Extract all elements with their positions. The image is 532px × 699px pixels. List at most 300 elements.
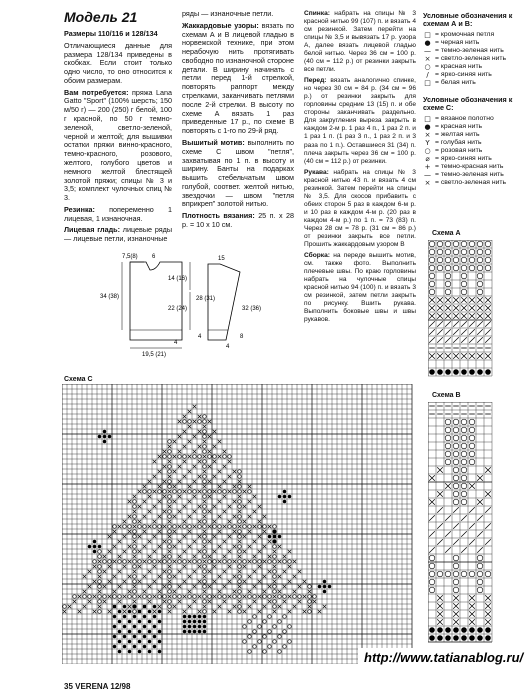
stitch-mark — [138, 620, 142, 624]
stitch-mark — [98, 600, 102, 604]
stitch-mark — [308, 590, 312, 594]
stitch-mark — [143, 530, 147, 534]
stitch-mark — [461, 627, 467, 633]
stitch-mark — [218, 470, 222, 474]
stitch-mark — [223, 450, 227, 454]
stitch-mark — [163, 600, 167, 604]
stitch-mark — [213, 505, 217, 509]
stitch-mark — [453, 353, 459, 359]
stitch-mark — [243, 625, 247, 629]
stitch-mark — [198, 520, 202, 524]
stitch-mark — [268, 525, 272, 529]
stitch-mark — [163, 450, 167, 454]
stitch-mark — [148, 595, 152, 599]
stitch-mark — [453, 563, 459, 569]
stitch-mark — [461, 515, 467, 521]
stitch-mark — [223, 595, 227, 599]
stitch-mark — [253, 540, 257, 544]
stitch-mark — [208, 495, 212, 499]
stitch-mark — [218, 525, 222, 529]
stitch-mark — [461, 273, 467, 279]
stitch-mark — [138, 550, 142, 554]
stitch-mark — [188, 440, 192, 444]
stitch-mark — [98, 555, 102, 559]
paragraph: Плотность вязания: 25 п. x 28 р. = 10 x 10 см. — [182, 211, 295, 229]
stitch-mark — [173, 605, 177, 609]
stitch-mark — [138, 580, 142, 584]
stitch-mark — [198, 610, 202, 614]
legend-item — [423, 147, 527, 155]
dim-right-top: 14 (16) — [168, 276, 188, 282]
stitch-mark — [208, 420, 212, 424]
stitch-mark — [153, 505, 157, 509]
stitch-mark — [178, 555, 182, 559]
stitch-mark — [469, 329, 475, 335]
stitch-mark — [173, 455, 177, 459]
stitch-mark — [258, 595, 262, 599]
stitch-mark — [133, 625, 137, 629]
stitch-mark — [429, 555, 435, 561]
stitch-mark — [477, 297, 483, 303]
stitch-mark — [233, 485, 237, 489]
stitch-mark — [88, 545, 92, 549]
stitch-mark — [238, 590, 242, 594]
stitch-mark — [477, 475, 483, 481]
stitch-mark — [168, 465, 172, 469]
stitch-mark — [108, 580, 112, 584]
stitch-mark — [469, 249, 475, 255]
stitch-mark — [168, 555, 172, 559]
stitch-mark — [118, 640, 122, 644]
stitch-mark — [429, 635, 435, 641]
stitch-mark — [323, 590, 327, 594]
stitch-mark — [258, 560, 262, 564]
stitch-mark — [178, 510, 182, 514]
stitch-mark — [461, 305, 467, 311]
stitch-mark — [485, 313, 491, 319]
paragraph: Лицевая гладь: лицевые ряды — лицевые петли, изнаночные — [64, 225, 173, 244]
stitch-mark — [173, 595, 177, 599]
stitch-mark — [233, 560, 237, 564]
stitch-mark — [213, 550, 217, 554]
stitch-mark — [143, 590, 147, 594]
stitch-mark — [238, 550, 242, 554]
sleeve-dim-bottom-right: 8 — [240, 334, 244, 340]
stitch-mark — [128, 640, 132, 644]
stitch-mark — [183, 560, 187, 564]
stitch-mark — [188, 575, 192, 579]
stitch-mark — [485, 523, 491, 529]
stitch-mark — [283, 645, 287, 649]
stitch-mark — [273, 605, 277, 609]
stitch-mark — [233, 605, 237, 609]
stitch-mark — [203, 460, 207, 464]
stitch-mark — [293, 590, 297, 594]
stitch-mark — [108, 565, 112, 569]
stitch-mark — [118, 600, 122, 604]
stitch-mark — [477, 555, 483, 561]
stitch-mark — [278, 545, 282, 549]
stitch-mark — [273, 600, 277, 604]
stitch-mark — [193, 525, 197, 529]
stitch-mark — [143, 545, 147, 549]
stitch-mark — [283, 500, 287, 504]
stitch-mark — [248, 530, 252, 534]
stitch-mark — [243, 610, 247, 614]
stitch-mark — [461, 353, 467, 359]
stitch-mark — [437, 611, 443, 617]
stitch-mark — [123, 535, 127, 539]
stitch-mark — [248, 575, 252, 579]
stitch-mark — [108, 610, 112, 614]
stitch-mark — [223, 510, 227, 514]
stitch-mark — [183, 535, 187, 539]
stitch-mark — [148, 495, 152, 499]
stitch-mark — [283, 490, 287, 494]
dim-right-mid: 22 (24) — [168, 306, 188, 312]
legend-symbol-icon: — — [424, 46, 431, 55]
stitch-mark — [158, 640, 162, 644]
stitch-mark — [328, 585, 332, 589]
stitch-mark — [198, 430, 202, 434]
stitch-mark — [218, 440, 222, 444]
paragraph: Рукава: набрать на спицы № 3 красной нитью 43 п. и вязать 4 см резинкой. Затем перейти на спицы № 3,5. Для скосов прибавить с обеих сторон 5 раз в каждом 6-м р. и 10 раз в каждом 4-м р. (20 раз в каждом 4-м р.) по 1 п. = 73 (83) п. Через 28 см = 78 р. (31 см = 86 р.) от резинки закрыть все петли. Прошить жаккардовым узором В — [304, 168, 416, 248]
stitch-mark — [138, 595, 142, 599]
stitch-mark — [228, 455, 232, 459]
stitch-mark — [445, 435, 451, 441]
stitch-mark — [118, 555, 122, 559]
stitch-mark — [453, 241, 459, 247]
legend-label: = красная нить — [435, 122, 483, 130]
stitch-mark — [437, 313, 443, 319]
stitch-mark — [183, 525, 187, 529]
stitch-mark — [445, 313, 451, 319]
stitch-mark — [138, 630, 142, 634]
stitch-mark — [183, 445, 187, 449]
stitch-mark — [183, 565, 187, 569]
stitch-mark — [461, 265, 467, 271]
stitch-mark — [243, 595, 247, 599]
stitch-mark — [303, 580, 307, 584]
stitch-mark — [203, 560, 207, 564]
stitch-mark — [238, 500, 242, 504]
stitch-mark — [213, 455, 217, 459]
legend-symbol-icon: Y — [425, 138, 430, 147]
dim-rib: 4 — [174, 340, 178, 346]
stitch-mark — [158, 525, 162, 529]
stitch-mark — [263, 515, 267, 519]
stitch-mark — [143, 645, 147, 649]
stitch-mark — [148, 630, 152, 634]
stitch-mark — [477, 369, 483, 375]
stitch-mark — [429, 249, 435, 255]
stitch-mark — [323, 605, 327, 609]
stitch-mark — [453, 619, 459, 625]
stitch-mark — [461, 499, 467, 505]
stitch-mark — [453, 427, 459, 433]
stitch-mark — [485, 321, 491, 327]
stitch-mark — [313, 595, 317, 599]
stitch-mark — [193, 600, 197, 604]
stitch-mark — [445, 257, 451, 263]
stitch-mark — [183, 420, 187, 424]
stitch-mark — [253, 570, 257, 574]
stitch-mark — [429, 337, 435, 343]
stitch-mark — [445, 337, 451, 343]
stitch-mark — [469, 369, 475, 375]
stitch-mark — [268, 645, 272, 649]
stitch-mark — [168, 530, 172, 534]
stitch-mark — [485, 595, 491, 601]
stitch-mark — [469, 427, 475, 433]
stitch-mark — [429, 515, 435, 521]
stitch-mark — [268, 560, 272, 564]
stitch-mark — [203, 480, 207, 484]
stitch-mark — [273, 575, 277, 579]
stitch-mark — [168, 500, 172, 504]
stitch-mark — [193, 405, 197, 409]
stitch-mark — [437, 257, 443, 263]
stitch-mark — [233, 595, 237, 599]
stitch-mark — [238, 505, 242, 509]
stitch-mark — [273, 555, 277, 559]
stitch-mark — [313, 600, 317, 604]
stitch-mark — [437, 353, 443, 359]
stitch-mark — [203, 500, 207, 504]
stitch-mark — [429, 321, 435, 327]
stitch-mark — [278, 605, 282, 609]
stitch-mark — [233, 530, 237, 534]
stitch-mark — [188, 420, 192, 424]
stitch-mark — [133, 515, 137, 519]
stitch-mark — [273, 535, 277, 539]
legend-label: = желтая нить — [435, 130, 480, 138]
legend-label: = темно-красная нить — [435, 162, 504, 170]
stitch-mark — [188, 500, 192, 504]
stitch-mark — [148, 570, 152, 574]
stitch-mark — [103, 595, 107, 599]
legend-item — [423, 155, 527, 163]
stitch-mark — [445, 353, 451, 359]
stitch-mark — [453, 297, 459, 303]
stitch-mark — [133, 600, 137, 604]
dim-neck-left: 7,5(8) — [122, 254, 138, 260]
stitch-mark — [128, 530, 132, 534]
stitch-mark — [93, 565, 97, 569]
stitch-mark — [238, 470, 242, 474]
stitch-mark — [153, 635, 157, 639]
stitch-mark — [461, 467, 467, 473]
stitch-mark — [469, 451, 475, 457]
stitch-mark — [153, 525, 157, 529]
stitch-mark — [445, 305, 451, 311]
stitch-mark — [298, 600, 302, 604]
stitch-mark — [98, 575, 102, 579]
stitch-mark — [143, 595, 147, 599]
stitch-mark — [123, 610, 127, 614]
stitch-mark — [78, 610, 82, 614]
stitch-mark — [188, 425, 192, 429]
stitch-mark — [437, 627, 443, 633]
stitch-mark — [133, 530, 137, 534]
stitch-mark — [198, 415, 202, 419]
stitch-mark — [123, 520, 127, 524]
stitch-mark — [453, 603, 459, 609]
paragraph: Сборка: на переде вышить мотив, см. также фото. Выполнить плечевые швы. По краю горловины набрать на чулочные спицы красной нитью 94 (100) п. и вязать 3 см резинкой, затем петли закрыть по рисунку. Вшить рукава. Выполнить боковые швы и швы рукавов. — [304, 251, 416, 324]
stitch-mark — [198, 595, 202, 599]
stitch-mark — [233, 500, 237, 504]
stitch-mark — [168, 585, 172, 589]
stitch-mark — [208, 555, 212, 559]
stitch-mark — [108, 550, 112, 554]
stitch-mark — [283, 595, 287, 599]
stitch-mark — [213, 610, 217, 614]
stitch-mark — [308, 595, 312, 599]
stitch-mark — [188, 530, 192, 534]
stitch-mark — [203, 550, 207, 554]
stitch-mark — [133, 590, 137, 594]
stitch-mark — [429, 369, 435, 375]
stitch-mark — [485, 539, 491, 545]
stitch-mark — [258, 550, 262, 554]
stitch-mark — [469, 265, 475, 271]
legend-item — [423, 63, 527, 71]
stitch-mark — [103, 430, 107, 434]
stitch-mark — [469, 435, 475, 441]
stitch-mark — [68, 605, 72, 609]
stitch-mark — [83, 575, 87, 579]
stitch-mark — [477, 563, 483, 569]
sleeve-dim-base: 4 — [226, 344, 230, 350]
stitch-mark — [208, 525, 212, 529]
stitch-mark — [228, 580, 232, 584]
stitch-mark — [148, 620, 152, 624]
stitch-mark — [188, 560, 192, 564]
stitch-mark — [208, 600, 212, 604]
stitch-mark — [485, 241, 491, 247]
stitch-mark — [469, 443, 475, 449]
stitch-mark — [429, 281, 435, 287]
stitch-mark — [73, 595, 77, 599]
stitch-mark — [158, 545, 162, 549]
stitch-mark — [203, 570, 207, 574]
stitch-mark — [133, 525, 137, 529]
stitch-mark — [133, 575, 137, 579]
stitch-mark — [461, 491, 467, 497]
stitch-mark — [258, 610, 262, 614]
stitch-mark — [168, 490, 172, 494]
stitch-mark — [228, 595, 232, 599]
stitch-mark — [469, 603, 475, 609]
stitch-mark — [485, 369, 491, 375]
stitch-mark — [153, 580, 157, 584]
stitch-mark — [258, 535, 262, 539]
stitch-mark — [461, 459, 467, 465]
stitch-mark — [437, 523, 443, 529]
stitch-mark — [138, 505, 142, 509]
stitch-mark — [437, 329, 443, 335]
stitch-mark — [168, 510, 172, 514]
stitch-mark — [278, 595, 282, 599]
stitch-mark — [153, 560, 157, 564]
stitch-mark — [453, 611, 459, 617]
stitch-mark — [437, 539, 443, 545]
stitch-mark — [113, 560, 117, 564]
stitch-mark — [258, 580, 262, 584]
stitch-mark — [163, 585, 167, 589]
stitch-mark — [98, 585, 102, 589]
stitch-mark — [133, 585, 137, 589]
stitch-mark — [183, 625, 187, 629]
stitch-mark — [198, 505, 202, 509]
stitch-mark — [133, 565, 137, 569]
legend-item — [423, 115, 527, 123]
stitch-mark — [477, 241, 483, 247]
stitch-mark — [233, 470, 237, 474]
stitch-mark — [273, 545, 277, 549]
stitch-mark — [208, 435, 212, 439]
schema-c-label: Схема С — [64, 376, 93, 383]
stitch-mark — [469, 611, 475, 617]
stitch-mark — [153, 615, 157, 619]
stitch-mark — [248, 515, 252, 519]
stitch-mark — [193, 570, 197, 574]
stitch-mark — [263, 635, 267, 639]
stitch-mark — [138, 525, 142, 529]
stitch-mark — [128, 590, 132, 594]
stitch-mark — [268, 555, 272, 559]
stitch-mark — [429, 241, 435, 247]
stitch-mark — [153, 595, 157, 599]
stitch-mark — [128, 575, 132, 579]
stitch-mark — [103, 570, 107, 574]
stitch-mark — [143, 490, 147, 494]
stitch-mark — [128, 545, 132, 549]
stitch-mark — [243, 490, 247, 494]
dim-bottom: 19,5 (21) — [142, 352, 167, 358]
stitch-mark — [477, 257, 483, 263]
stitch-mark — [118, 560, 122, 564]
legend-symbol-icon: — — [424, 170, 431, 179]
stitch-mark — [238, 535, 242, 539]
stitch-mark — [485, 257, 491, 263]
stitch-mark — [263, 575, 267, 579]
legend-symbol-icon: □ — [424, 114, 431, 123]
stitch-mark — [203, 450, 207, 454]
legend-item — [423, 139, 527, 147]
stitch-mark — [253, 555, 257, 559]
stitch-mark — [153, 645, 157, 649]
stitch-mark — [98, 605, 102, 609]
stitch-mark — [445, 281, 451, 287]
stitch-mark — [138, 560, 142, 564]
stitch-mark — [153, 490, 157, 494]
stitch-mark — [453, 305, 459, 311]
stitch-mark — [93, 580, 97, 584]
stitch-mark — [429, 329, 435, 335]
stitch-mark — [223, 465, 227, 469]
stitch-mark — [283, 570, 287, 574]
stitch-mark — [173, 525, 177, 529]
stitch-mark — [138, 565, 142, 569]
stitch-mark — [63, 610, 67, 614]
stitch-mark — [223, 540, 227, 544]
stitch-mark — [203, 420, 207, 424]
stitch-mark — [243, 505, 247, 509]
stitch-mark — [158, 485, 162, 489]
stitch-mark — [238, 585, 242, 589]
stitch-mark — [203, 545, 207, 549]
